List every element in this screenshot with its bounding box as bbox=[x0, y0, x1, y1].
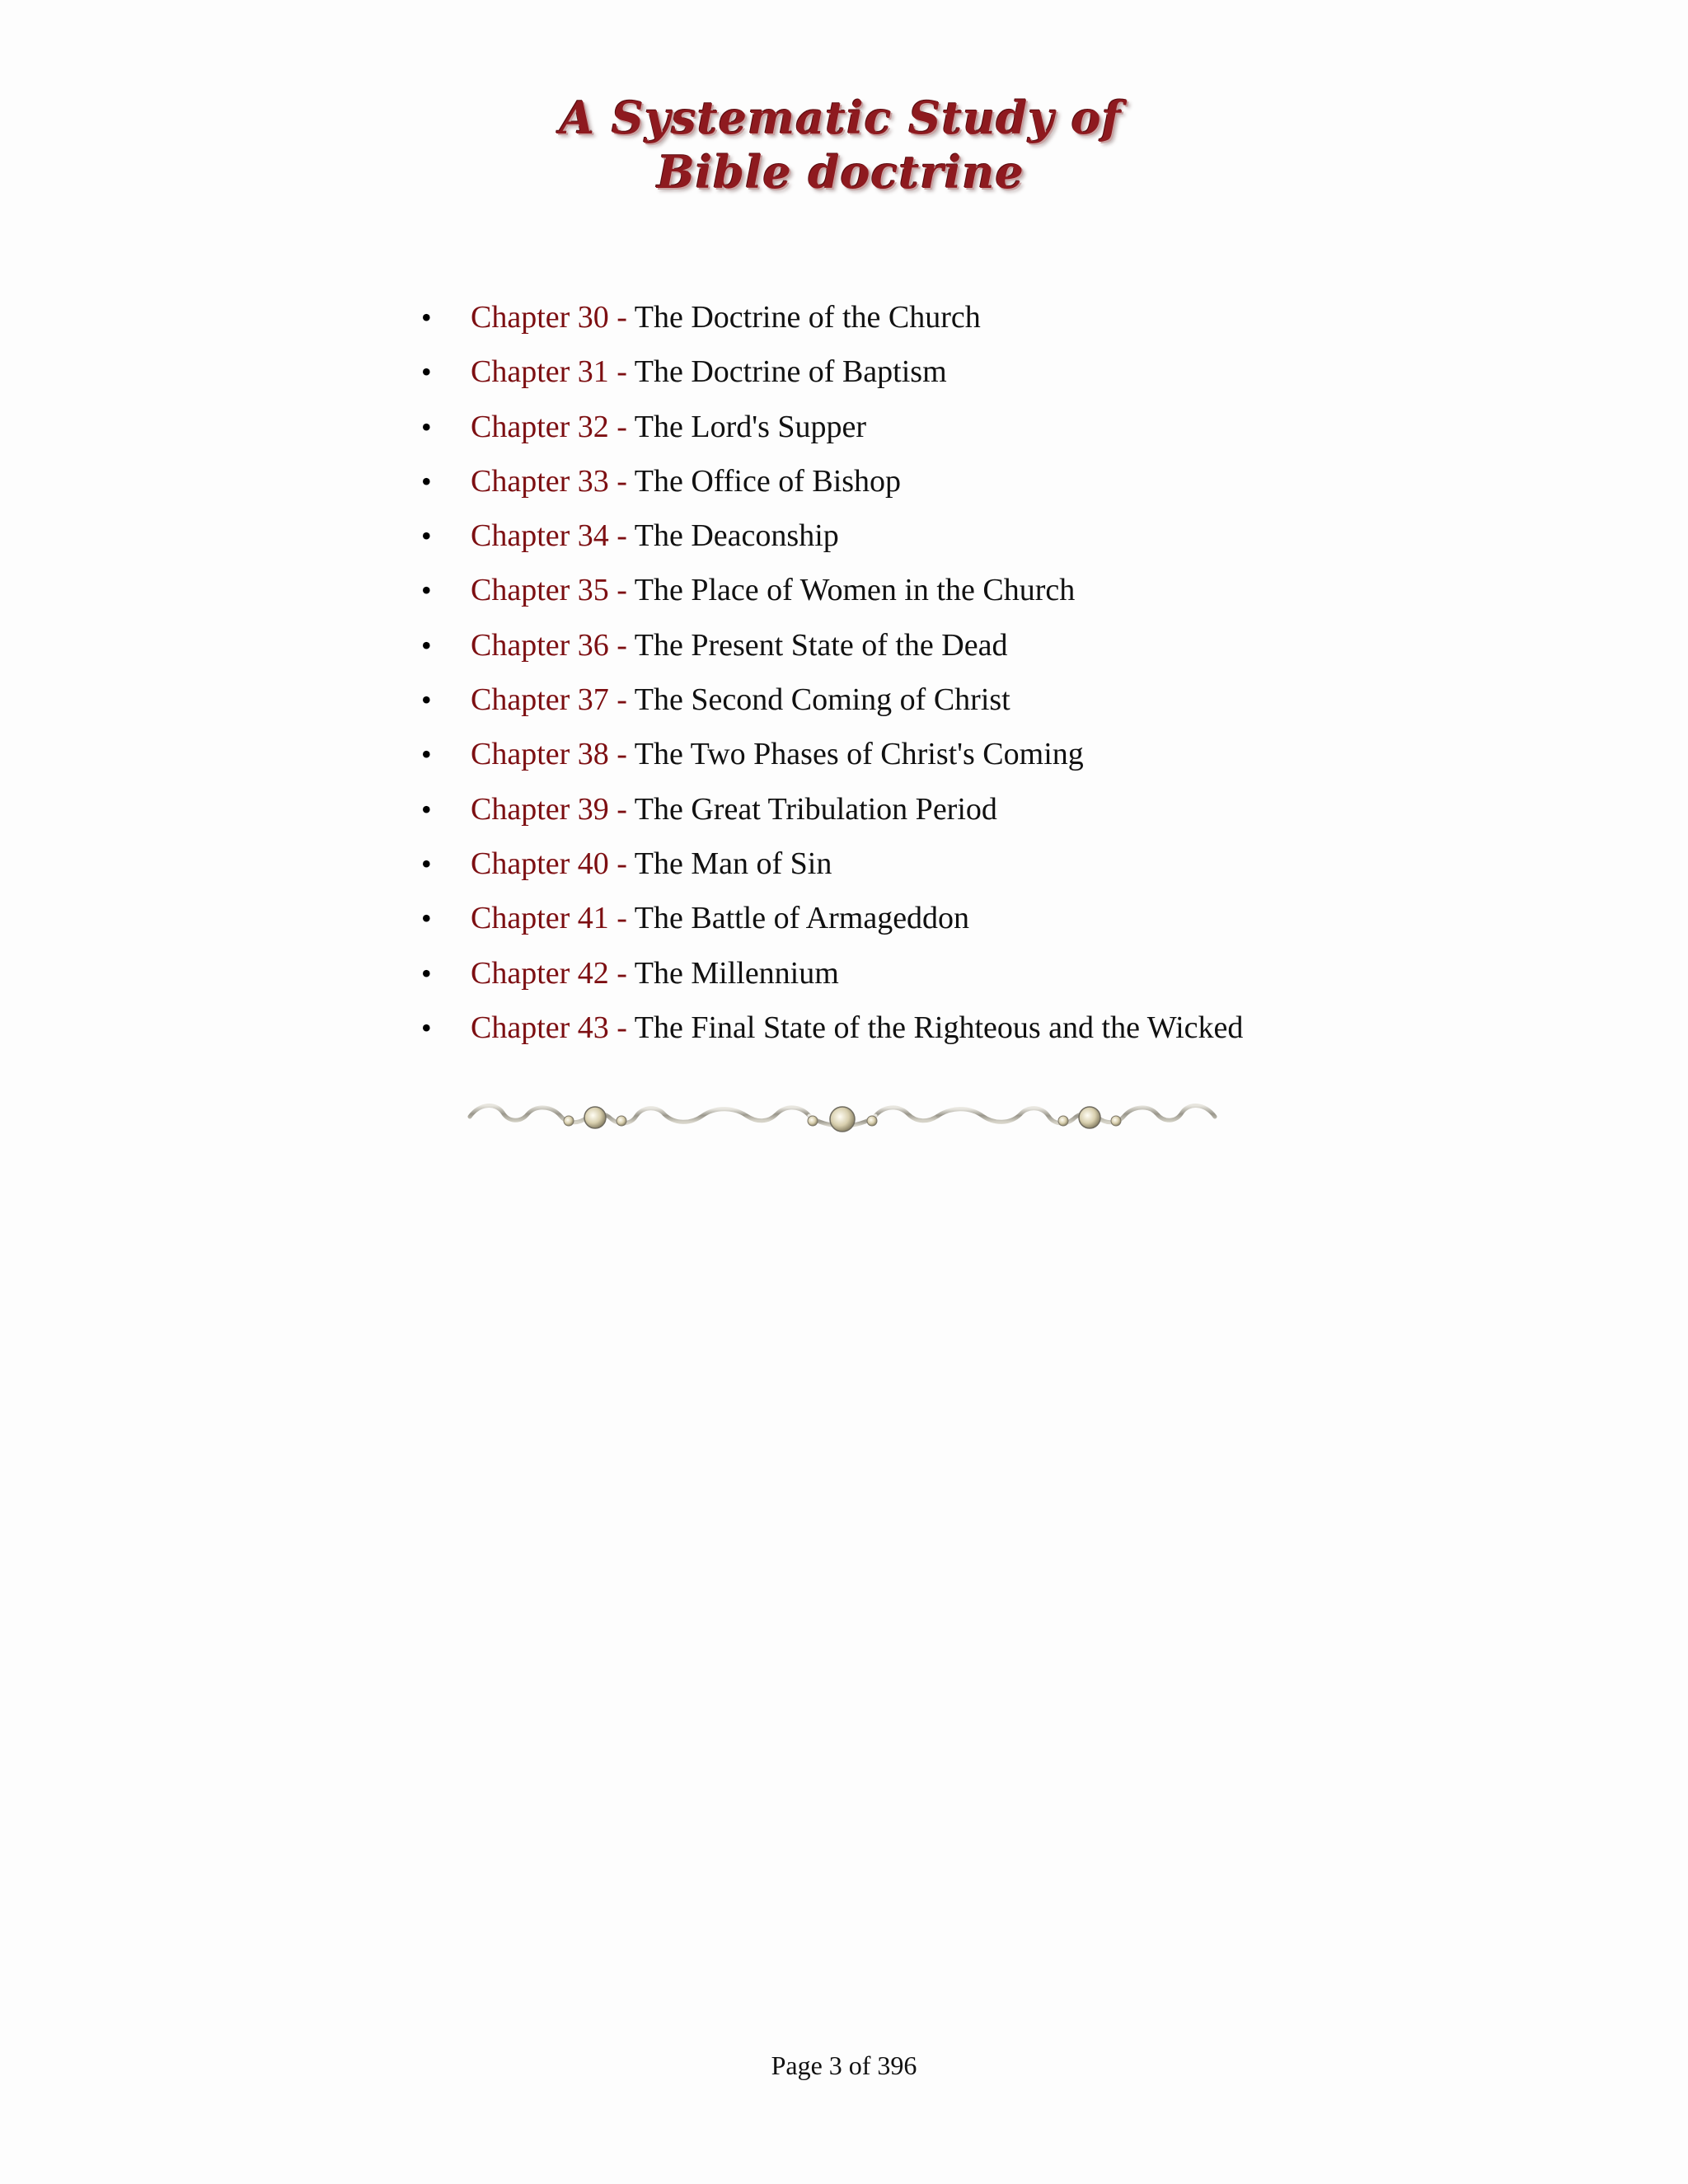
bullet-icon: • bbox=[421, 574, 432, 607]
bullet-icon: • bbox=[421, 628, 432, 662]
chapter-title: The Office of Bishop bbox=[634, 463, 902, 499]
bullet-icon: • bbox=[421, 792, 432, 826]
bullet-icon: • bbox=[421, 846, 432, 880]
chapter-label[interactable]: Chapter 39 - bbox=[471, 791, 627, 827]
chapter-item[interactable] bbox=[0, 400, 1688, 454]
chapter-title: The Lord's Supper bbox=[634, 409, 867, 444]
bullet-icon: • bbox=[421, 956, 432, 990]
chapter-title: The Doctrine of Baptism bbox=[634, 354, 947, 390]
chapter-item[interactable] bbox=[0, 782, 1688, 837]
chapter-item[interactable] bbox=[0, 1001, 1688, 1055]
chapter-label[interactable]: Chapter 31 - bbox=[471, 354, 627, 390]
chapter-item[interactable] bbox=[0, 454, 1688, 509]
chapter-item[interactable] bbox=[0, 891, 1688, 945]
chapter-label[interactable]: Chapter 34 - bbox=[471, 518, 627, 554]
chapter-label[interactable]: Chapter 35 - bbox=[471, 573, 627, 608]
chapter-title: The Millennium bbox=[634, 955, 839, 991]
chapter-item[interactable] bbox=[0, 946, 1688, 1001]
chapter-title: The Present State of the Dead bbox=[634, 627, 1008, 663]
chapter-title: The Man of Sin bbox=[634, 846, 832, 881]
chapter-title: The Two Phases of Christ's Coming bbox=[634, 737, 1084, 772]
bullet-icon: • bbox=[421, 683, 432, 717]
chapter-item[interactable] bbox=[0, 673, 1688, 727]
chapter-title: The Second Coming of Christ bbox=[634, 682, 1010, 718]
page-number: Page 3 of 396 bbox=[771, 2050, 917, 2080]
chapter-label[interactable]: Chapter 38 - bbox=[471, 737, 627, 772]
chapter-item[interactable] bbox=[0, 290, 1688, 344]
chapter-title: The Battle of Armageddon bbox=[634, 901, 970, 936]
chapter-label[interactable]: Chapter 30 - bbox=[471, 300, 627, 335]
title-line-2: Bible doctrine bbox=[657, 146, 1025, 199]
chapter-title: The Great Tribulation Period bbox=[634, 791, 997, 827]
chapter-item[interactable] bbox=[0, 344, 1688, 399]
chapter-list bbox=[0, 290, 1688, 1055]
chapter-item[interactable] bbox=[0, 727, 1688, 781]
bullet-icon: • bbox=[421, 1010, 432, 1044]
chapter-label[interactable]: Chapter 40 - bbox=[471, 846, 627, 881]
chapter-title: The Deaconship bbox=[634, 518, 839, 554]
chapter-item[interactable] bbox=[0, 509, 1688, 563]
title-banner bbox=[528, 91, 1154, 214]
chapter-item[interactable] bbox=[0, 837, 1688, 891]
chapter-title: The Doctrine of the Church bbox=[634, 300, 981, 335]
chapter-title: The Final State of the Righteous and the Wicked bbox=[634, 1010, 1244, 1045]
title-line-1: A Systematic Study of bbox=[560, 91, 1122, 144]
bullet-icon: • bbox=[421, 464, 432, 498]
bullet-icon: • bbox=[421, 410, 432, 443]
bullet-icon: • bbox=[421, 902, 432, 935]
bullet-icon: • bbox=[421, 355, 432, 389]
bullet-icon: • bbox=[421, 301, 432, 334]
chapter-label[interactable]: Chapter 32 - bbox=[471, 409, 627, 444]
ornamental-divider bbox=[463, 1088, 1221, 1146]
chapter-label[interactable]: Chapter 43 - bbox=[471, 1010, 627, 1045]
bullet-icon: • bbox=[421, 519, 432, 553]
chapter-label[interactable]: Chapter 33 - bbox=[471, 463, 627, 499]
chapter-item[interactable] bbox=[0, 618, 1688, 673]
chapter-item[interactable] bbox=[0, 563, 1688, 617]
chapter-label[interactable]: Chapter 42 - bbox=[471, 955, 627, 991]
chapter-label[interactable]: Chapter 41 - bbox=[471, 901, 627, 936]
chapter-title: The Place of Women in the Church bbox=[634, 573, 1076, 608]
bullet-icon: • bbox=[421, 738, 432, 771]
chapter-label[interactable]: Chapter 36 - bbox=[471, 627, 627, 663]
chapter-label[interactable]: Chapter 37 - bbox=[471, 682, 627, 718]
